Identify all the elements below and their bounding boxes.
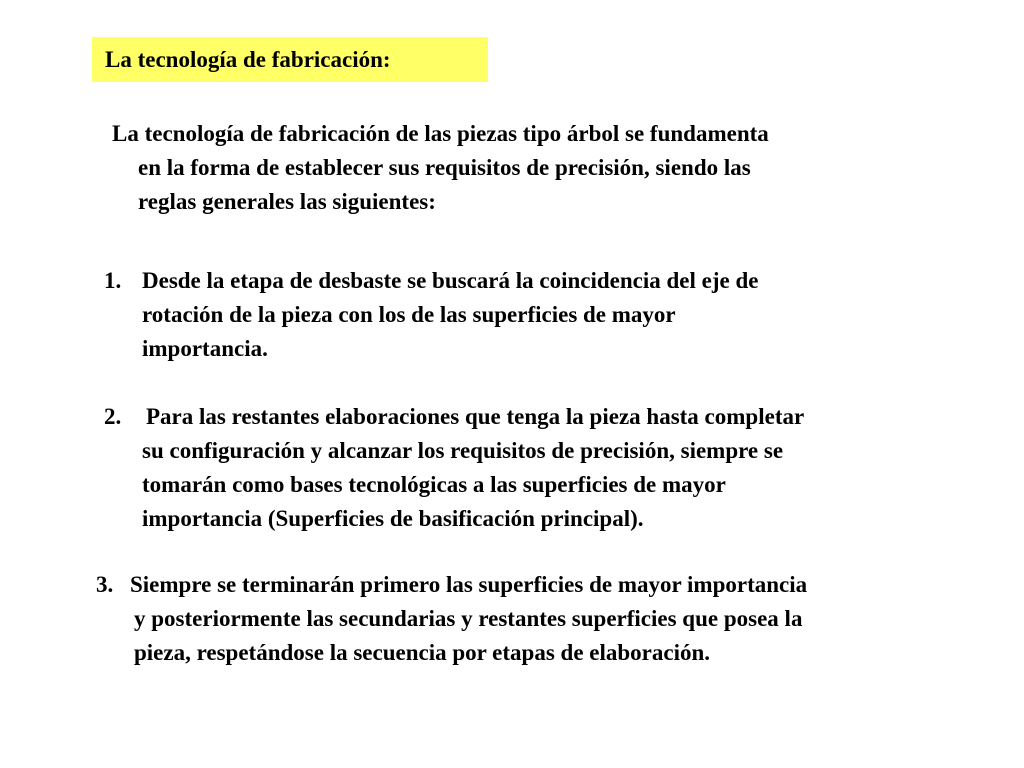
rule-line [104,400,804,434]
intro-line: reglas generales las siguientes: [138,189,436,214]
title-highlight-box [92,37,488,82]
rule-line [104,264,758,298]
slide-title: La tecnología de fabricación: [105,46,391,72]
rule-line [96,568,807,602]
rule-line: tomarán como bases tecnológicas a las superficies de mayor [142,472,726,497]
rule-line: importancia. [142,336,268,361]
rule-number: 3. [96,572,114,597]
intro-paragraph [112,117,769,219]
rule-text: Para las restantes elaboraciones que tenga la pieza hasta completar [146,404,805,429]
rule-line: importancia (Superficies de basificación principal). [142,506,644,531]
rule-item-1 [104,264,758,366]
rule-text: Desde la etapa de desbaste se buscará la coincidencia del eje de [142,268,759,293]
rule-line: pieza, respetándose la secuencia por etapas de elaboración. [134,640,711,665]
rule-text: Siempre se terminarán primero las superficies de mayor importancia [130,572,808,597]
rule-number: 2. [104,404,122,429]
rule-line: y posteriormente las secundarias y restantes superficies que posea la [134,606,803,631]
rule-line: su configuración y alcanzar los requisitos de precisión, siempre se [142,438,784,463]
intro-line: La tecnología de fabricación de las piezas tipo árbol se fundamenta [112,121,769,146]
intro-line: en la forma de establecer sus requisitos de precisión, siendo las [138,155,751,180]
rule-item-2 [104,400,804,536]
rule-line: rotación de la pieza con los de las superficies de mayor [142,302,676,327]
rule-number: 1. [104,268,122,293]
rule-item-3 [96,568,807,670]
